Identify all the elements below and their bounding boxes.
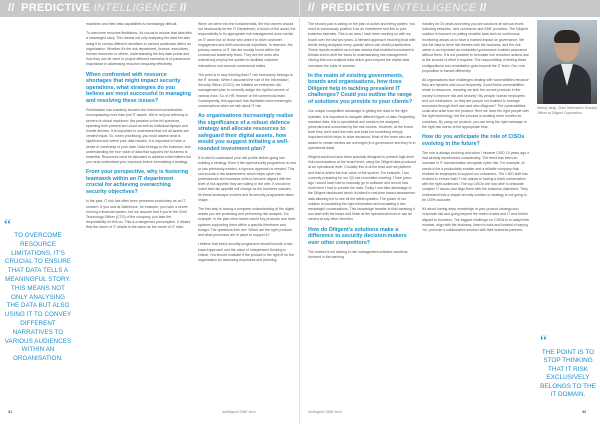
- header-word-intelligence: INTELLIGENCE: [93, 2, 177, 14]
- body-paragraph: industry for 20 years and being you are solutions at various levels including networks, new commerce and SME providers. The Diligent solution is focused on putting sensible data and our continuous monitoring allows us to have a marked impact on governance. We use the data to drive risk themes with the business, and the risk owner is as important as embedded governance enables assurance without them. It is not possible to formulate risk reduction actions due to the amount of effort it requires. The responsibility of finding these configurations and remediation goes beyond the IT team. Our core proposition is framed differently.: [422, 22, 529, 73]
- section-heading: As organisations increasingly realise the significance of a robust defence strategy and allocate resources to safeguard their digital assets, how would you suggest initiating a well-rounded investment plan?: [198, 113, 294, 152]
- pull-quote-right: THE POINT IS TO STOP THINKING THAT IT RISK EXCLUSIVELY BELONGS TO THE IT DOMAIN.: [540, 349, 596, 399]
- header-prefix: //: [308, 2, 315, 14]
- body-paragraph: The market is not lacking in risk management software solutions. Involved in the banking: [308, 250, 409, 260]
- section-heading: From your perspective, why is fostering teamwork within an IT department crucial for achieving overarching security objectives?: [86, 169, 189, 195]
- page-number: 32: [582, 410, 587, 414]
- section-heading: How do Diligent's solutions make a difference to security decision-makers over other competitors?: [308, 226, 407, 246]
- magazine-name: Intelligent SME.tech: [308, 410, 342, 414]
- magazine-name: Intelligent SME.tech: [222, 410, 256, 414]
- body-paragraph: The first step is having a complete understanding of the digital assets you are protecting and performing risk analysis. For example, in the plan other teams would buy products and have systems supporting them within a specific timeframe and budget. The questions then are: Which are the right products and what processes are in place to support it?: [198, 207, 296, 238]
- body-paragraph: Diligent solutions have been specially designed to present high-level risk conversations at the board level, using the Diligent data produced at an operational level. Crucially this is at the lead and not platform and that is where the true value of the system. For example, I am currently preparing for our Q3 risk committee meeting. Three years ago I would have had to manually go to software and record how much time I had to provide the data. Today I can take advantage of the Diligent dashboard which is linked to real-time based assessment data allowing me to see all the latest updates. The power of our solution is translating the right information and escalating it into meaningful conversations. This knowledge transfer is fluid meaning it can start with the board and finish at the operational level or can be viewed at any other direction.: [308, 154, 416, 222]
- right-footer: [582, 410, 592, 414]
- photo-caption: Neeraj Jangi, Chief Information Security Officer at Diligent Corporation: [537, 106, 597, 115]
- body-paragraph: machines and their data capabilities is increasingly difficult.: [86, 22, 178, 26]
- right-footer-magazine: [308, 410, 342, 414]
- section-heading: How do you anticipate the role of CISOs evolving in the future?: [422, 134, 525, 147]
- body-paragraph: The second part is acting on the plan of action and being patient. You need to consciously position it as an investment and link to your business interests. This is an area I have been working on with my board over the last two years. A blended approach involving trust with trends being analysed every quarter which can shield practitioners. These reports enabled us to track metrics that enabled investment in threats and to shift the focus to understanding risk management. Having this cost analysis data which goes beyond the visible data increases the odds of success.: [308, 22, 416, 68]
- body-paragraph: In the past, IT risk has often been perceived exclusively as an IT concern. If you look at Salesforce, for example, you have a server running a financial system, but we assume that if you're the Chief Technology Officer (CTO) of the company, you take the responsibility for this on. This is a dangerous presumption. It dilutes that the owner of IT assets is the same as the owner of IT risks.: [86, 199, 191, 230]
- portrait-hair: [554, 30, 580, 43]
- body-paragraph: When we delve into the fundamentals, the risk owners should not necessarily be the IT Department, a fusion of the asset; the responsibility to fix appropriate risk management does not fall on IT alone but on those who want it to drive customer engagement and fulfil commercial objectives. In essence, the primary owners of IT risk are usually found within the commercial leadership team. They are the ones who extensively employ the system to facilitate customer interactions and execute commercial duties.: [198, 22, 296, 68]
- portrait-photo: [537, 20, 597, 104]
- header-suffix: //: [179, 2, 187, 14]
- page-header: [0, 0, 300, 17]
- quote-open-icon: “: [540, 333, 548, 350]
- header-suffix: //: [479, 2, 487, 14]
- body-paragraph: The role is always evolving and when I became CISO 10 years ago it had already transformed considerably. The trend has been an increase in IT transformation alongside cyber risk. For example, AI needs to be a productivity enabler and a reliable company that enables its employees to support our customers. The CISO shift has evolved to ensure that IT risk stands to having a frank conversation with the right audiences. The top CISOs are now able to articulate complex IT issues and align them with the business objectives. They understand that a simple security solution or strategy is not going to be 100% accurate.: [422, 151, 529, 202]
- left-footer-magazine: [222, 410, 256, 414]
- body-paragraph: All organisations face challenges dealing with vulnerabilities because they are dynamic and occur frequently. Good thinks vulnerabilities relate to resources, meaning we lack the correct products in the money to improve risk and security? By people: human employees and our contractors, so they are people not enabled to manage resources through their own and also diligence? The vulnerabilities could also arise from the product. Here we have the right people with the right technology, but the process is creating more hurdles for ourselves. By using our product, you can bring the right message to the right risk owner at the appropriate time.: [422, 78, 529, 129]
- section-heading: In the realm of existing governments, boards and organisations, how does Diligent help in tackling prevalent IT challenges? Could you outline the range of solutions you provide to your clients?: [308, 72, 413, 105]
- header-word-intelligence: INTELLIGENCE: [393, 2, 477, 14]
- left-footer: [8, 410, 18, 414]
- pull-quote-left: TO OVERCOME RESOURCE LIMITATIONS, IT'S CRUCIAL TO ENSURE THAT DATA TELLS A MEANINGFUL STORY. THIS MEANS NOT ONLY ANALYSING THE DATA BUT ALSO USING IT TO CONVEY DIFFERENT NARRATIVES TO VARIOUS AUDIENCES WITHIN AN ORGANISATION.: [4, 232, 72, 363]
- header-word-predictive: PREDICTIVE: [321, 2, 391, 14]
- section-heading: When confronted with resource shortages that might impact security operations, what strategies do you believe are most successful in managing and resolving these issues?: [86, 71, 191, 104]
- page-header: [300, 0, 600, 17]
- header-prefix: //: [8, 2, 15, 14]
- header-word-predictive: PREDICTIVE: [21, 2, 91, 14]
- body-paragraph: It is vital to understand your risk profile before going into building a strategy. Even if the cybersecurity programme is new or has previously existed, a rigorous approach is needed. This can include a risk assessment, which helps cyber risk professionals and business units to become aligned with the level of risk appetite they are willing to live with. It should be noted that risk appetite will change as the business matures, its threat landscape evolves and its security programme takes shape.: [198, 156, 296, 202]
- body-paragraph: Prioritisation has suddenly become the foremost consideration encompassing more than just IT assets. We're not just referring to servers or virtual machines; this pertains to the full spectrum, spanning both present and cloud as well as individual laptops and mobile devices. It is important to understand that not all assets are created equal. So, when prioritising, you must assess what is significant and where your data resides. It is important to have a sense of ownership of your data. Data belongs to the business, and understanding the true value of data that supports the business is essential. Resources must be allocated to address what matters but you must understand your exposure before formulating a strategy.: [86, 108, 192, 165]
- right-column-1: [308, 22, 416, 406]
- body-paragraph: Our unique competitive advantage is getting the data to the right eyeballs. It is important to navigate different types of data. Regarding machine data, this is operational and needs to be analysed, presented and consumed by the risk owners. However, at the board level they don't want the nuts and bolts but something deeply important which helps to drive decisions. Most of the team who are tasked to create metrics are overnight (in a governance and they're in operational data).: [308, 109, 416, 150]
- page-number: 31: [8, 410, 13, 414]
- body-paragraph: I believe that every security programme should include a risk-based approach and the value of independent thinking is critical. You should evaluate if the product is the right fit for the organisation by assessing exposures and planning.: [198, 242, 295, 262]
- body-paragraph: To overcome resource limitations, it's crucial to ensure that data tells a meaningful story. This means not only analysing the data but also using it to convey different narratives to various audiences within an organisation. Whether it's the risk department, finance, executives, human resources or others, understanding the key data points and how they can be used to project different scenarios is of paramount importance in addressing resource inequality effectively.: [86, 31, 192, 67]
- right-column-2: [422, 22, 530, 406]
- left-column-1: [86, 22, 192, 406]
- body-paragraph: The point is to stop thinking that IT risk exclusively belongs to the IT domain. When I assumed the role of the Information Security Officer (CISO), we initiated an enterprise risk management plan to correctly assign the rightful owners of various risks. So, in HR, finance or the commercial team. Consequently, this approach has facilitated more meaningful conversations when we talk about IT risk.: [198, 72, 293, 109]
- left-column-2: [198, 22, 296, 406]
- body-paragraph: It's about having deep knowledge of your product strategy and corporate risk and going beyond the realm of data and IT and further aligned to business. The biggest challenge for CISOs is to adapt their mindset, align with the business, listen to risks and instead of saying 'no', promote a collaborative solution with their business partners.: [422, 207, 530, 232]
- quote-open-icon: “: [4, 217, 12, 234]
